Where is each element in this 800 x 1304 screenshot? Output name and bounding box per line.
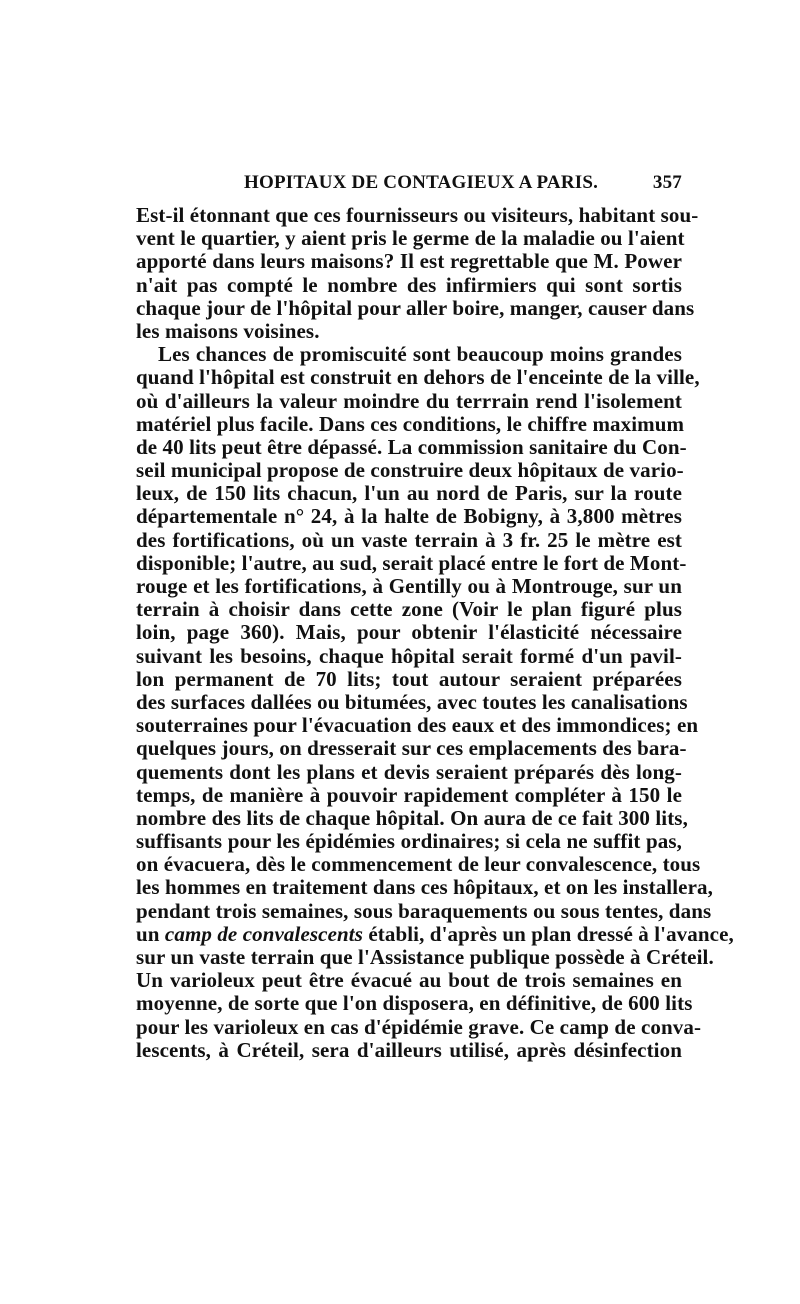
text-line: où d'ailleurs la valeur moindre du terrrain rend l'isolement (136, 388, 682, 413)
text-line: loin, page 360). Mais, pour obtenir l'élasticité nécessaire (136, 620, 682, 645)
text-line: des surfaces dallées ou bitumées, avec toutes les canalisations (136, 689, 688, 714)
paragraph-first-line: Les chances de promiscuité sont beaucoup moins grandes (158, 342, 682, 367)
text-line: leux, de 150 lits chacun, l'un au nord de Paris, sur la route (136, 481, 682, 506)
text-line: nombre des lits de chaque hôpital. On aura de ce fait 300 lits, (136, 805, 688, 830)
text-line: des fortifications, où un vaste terrain à 3 fr. 25 le mètre est (136, 527, 682, 552)
body-text (136, 203, 734, 1062)
text-line: de 40 lits peut être dépassé. La commission sanitaire du Con- (136, 434, 687, 459)
text-line: chaque jour de l'hôpital pour aller boire, manger, causer dans (136, 295, 695, 320)
text-line: n'ait pas compté le nombre des infirmiers qui sont sortis (136, 272, 682, 297)
text-line: quelques jours, on dresserait sur ces emplacements des bara- (136, 736, 687, 761)
text-line: Un varioleux peut être évacué au bout de trois semaines en (136, 968, 682, 993)
text-line: pendant trois semaines, sous baraquements ou sous tentes, dans (136, 898, 712, 923)
text-line: on évacuera, dès le commencement de leur convalescence, tous (136, 852, 701, 877)
text-line: matériel plus facile. Dans ces conditions, le chiffre maximum (136, 411, 685, 436)
italic-term: camp de convalescents (164, 921, 363, 946)
text-line: disponible; l'autre, au sud, serait placé entre le fort de Mont- (136, 550, 687, 575)
text-line: moyenne, de sorte que l'on disposera, en définitive, de 600 lits (136, 991, 693, 1016)
running-header (136, 172, 682, 202)
text-line: départementale n° 24, à la halte de Bobigny, à 3,800 mètres (136, 504, 682, 529)
text-line-with-italic (136, 921, 734, 946)
text-segment: un (136, 921, 165, 946)
text-line: quements dont les plans et devis seraient préparés dès long- (136, 759, 682, 784)
text-line: quand l'hôpital est construit en dehors de l'enceinte de la ville, (136, 365, 700, 390)
text-line: Est-il étonnant que ces fournisseurs ou visiteurs, habitant sou- (136, 203, 699, 227)
text-line: terrain à choisir dans cette zone (Voir le plan figuré plus (136, 597, 682, 622)
text-line: suivant les besoins, chaque hôpital serait formé d'un pavil- (136, 643, 682, 668)
text-line: sur un vaste terrain que l'Assistance publique possède à Créteil. (136, 945, 714, 969)
running-title: HOPITAUX DE CONTAGIEUX A PARIS. (244, 172, 599, 193)
text-segment: établi, d'après un plan dressé à l'avance, (362, 921, 734, 946)
text-line: les maisons voisines. (136, 318, 320, 343)
text-line: rouge et les fortifications, à Gentilly ou à Montrouge, sur un (136, 574, 682, 598)
text-line: les hommes en traitement dans ces hôpitaux, et on les installera, (136, 875, 713, 900)
text-line: pour les varioleux en cas d'épidémie grave. Ce camp de conva- (136, 1014, 702, 1039)
text-line: souterraines pour l'évacuation des eaux et des immondices; en (136, 713, 699, 738)
text-line: seil municipal propose de construire deux hôpitaux de vario- (136, 458, 684, 483)
text-line: suffisants pour les épidémies ordinaires; si cela ne suffit pas, (136, 829, 682, 854)
text-line: lon permanent de 70 lits; tout autour seraient préparées (136, 666, 682, 691)
text-line: apporté dans leurs maisons? Il est regrettable que M. Power (136, 249, 682, 274)
text-line: temps, de manière à pouvoir rapidement compléter à 150 le (136, 782, 682, 807)
page-number: 357 (652, 172, 682, 193)
text-line: vent le quartier, y aient pris le germe de la maladie ou l'aient (136, 226, 685, 251)
text-line: lescents, à Créteil, sera d'ailleurs utilisé, après désinfection (136, 1037, 682, 1062)
